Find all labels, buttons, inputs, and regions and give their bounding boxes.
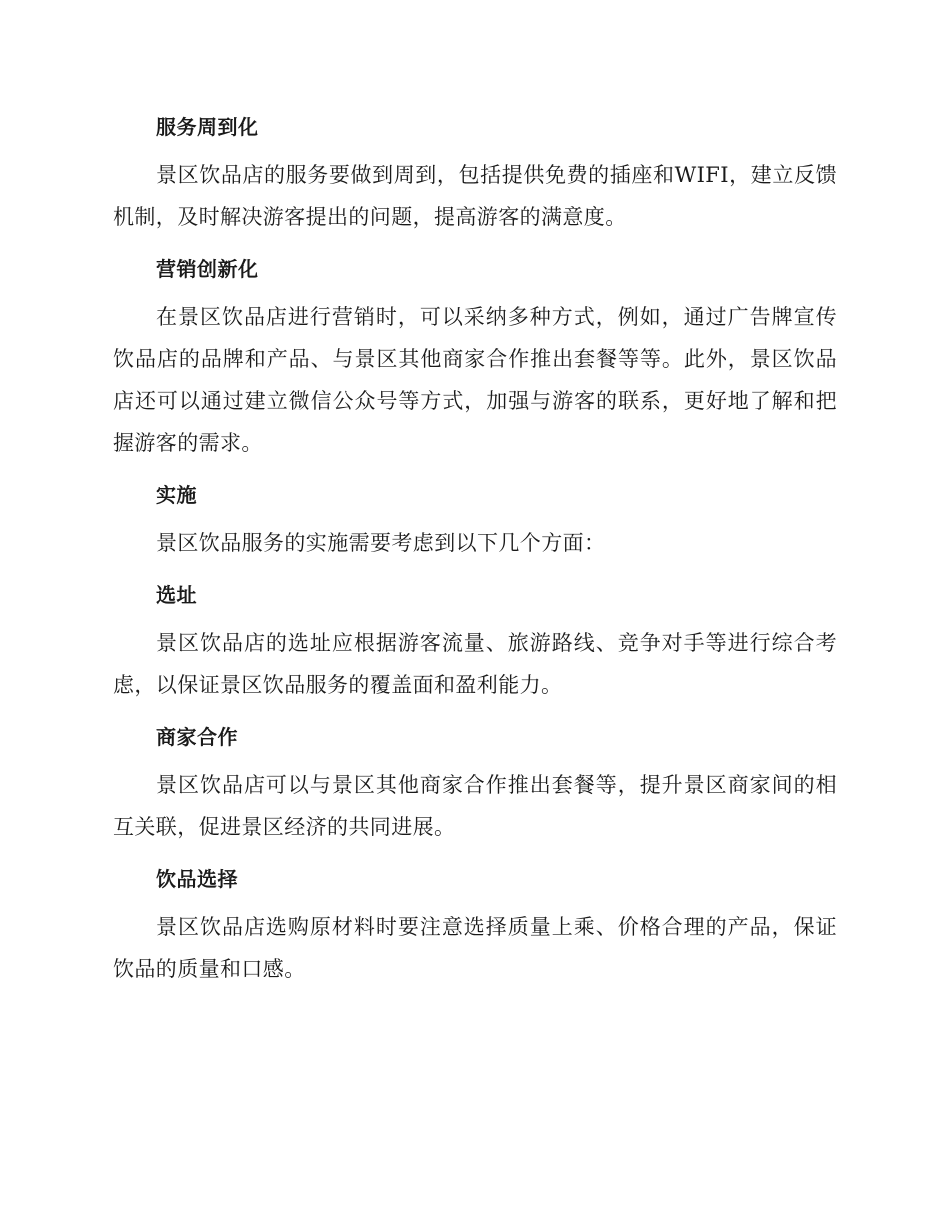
section-heading-service: 服务周到化 (156, 115, 259, 139)
section-paragraph-partnership: 景区饮品店可以与景区其他商家合作推出套餐等，提升景区商家间的相互关联，促进景区经济的共同进展。 (113, 773, 837, 839)
section-heading-drink-selection: 饮品选择 (156, 867, 238, 891)
section-paragraph-service: 景区饮品店的服务要做到周到，包括提供免费的插座和WIFI，建立反馈机制，及时解决游客提出的问题，提高游客的满意度。 (113, 163, 837, 229)
section-paragraph-marketing: 在景区饮品店进行营销时，可以采纳多种方式，例如，通过广告牌宣传饮品店的品牌和产品、与景区其他商家合作推出套餐等等。此外，景区饮品店还可以通过建立微信公众号等方式，加强与游客的联系，更好地了解和把握游客的需求。 (113, 305, 837, 455)
document-body (113, 110, 837, 1004)
section-paragraph-implementation: 景区饮品服务的实施需要考虑到以下几个方面： (156, 531, 606, 555)
section-heading-implementation: 实施 (156, 483, 197, 507)
section-paragraph-drink-selection: 景区饮品店选购原材料时要注意选择质量上乘、价格合理的产品，保证饮品的质量和口感。 (113, 915, 837, 981)
section-heading-partnership: 商家合作 (156, 725, 238, 749)
section-heading-marketing: 营销创新化 (156, 257, 259, 281)
section-paragraph-location: 景区饮品店的选址应根据游客流量、旅游路线、竞争对手等进行综合考虑，以保证景区饮品服务的覆盖面和盈利能力。 (113, 631, 837, 697)
section-heading-location: 选址 (156, 583, 197, 607)
